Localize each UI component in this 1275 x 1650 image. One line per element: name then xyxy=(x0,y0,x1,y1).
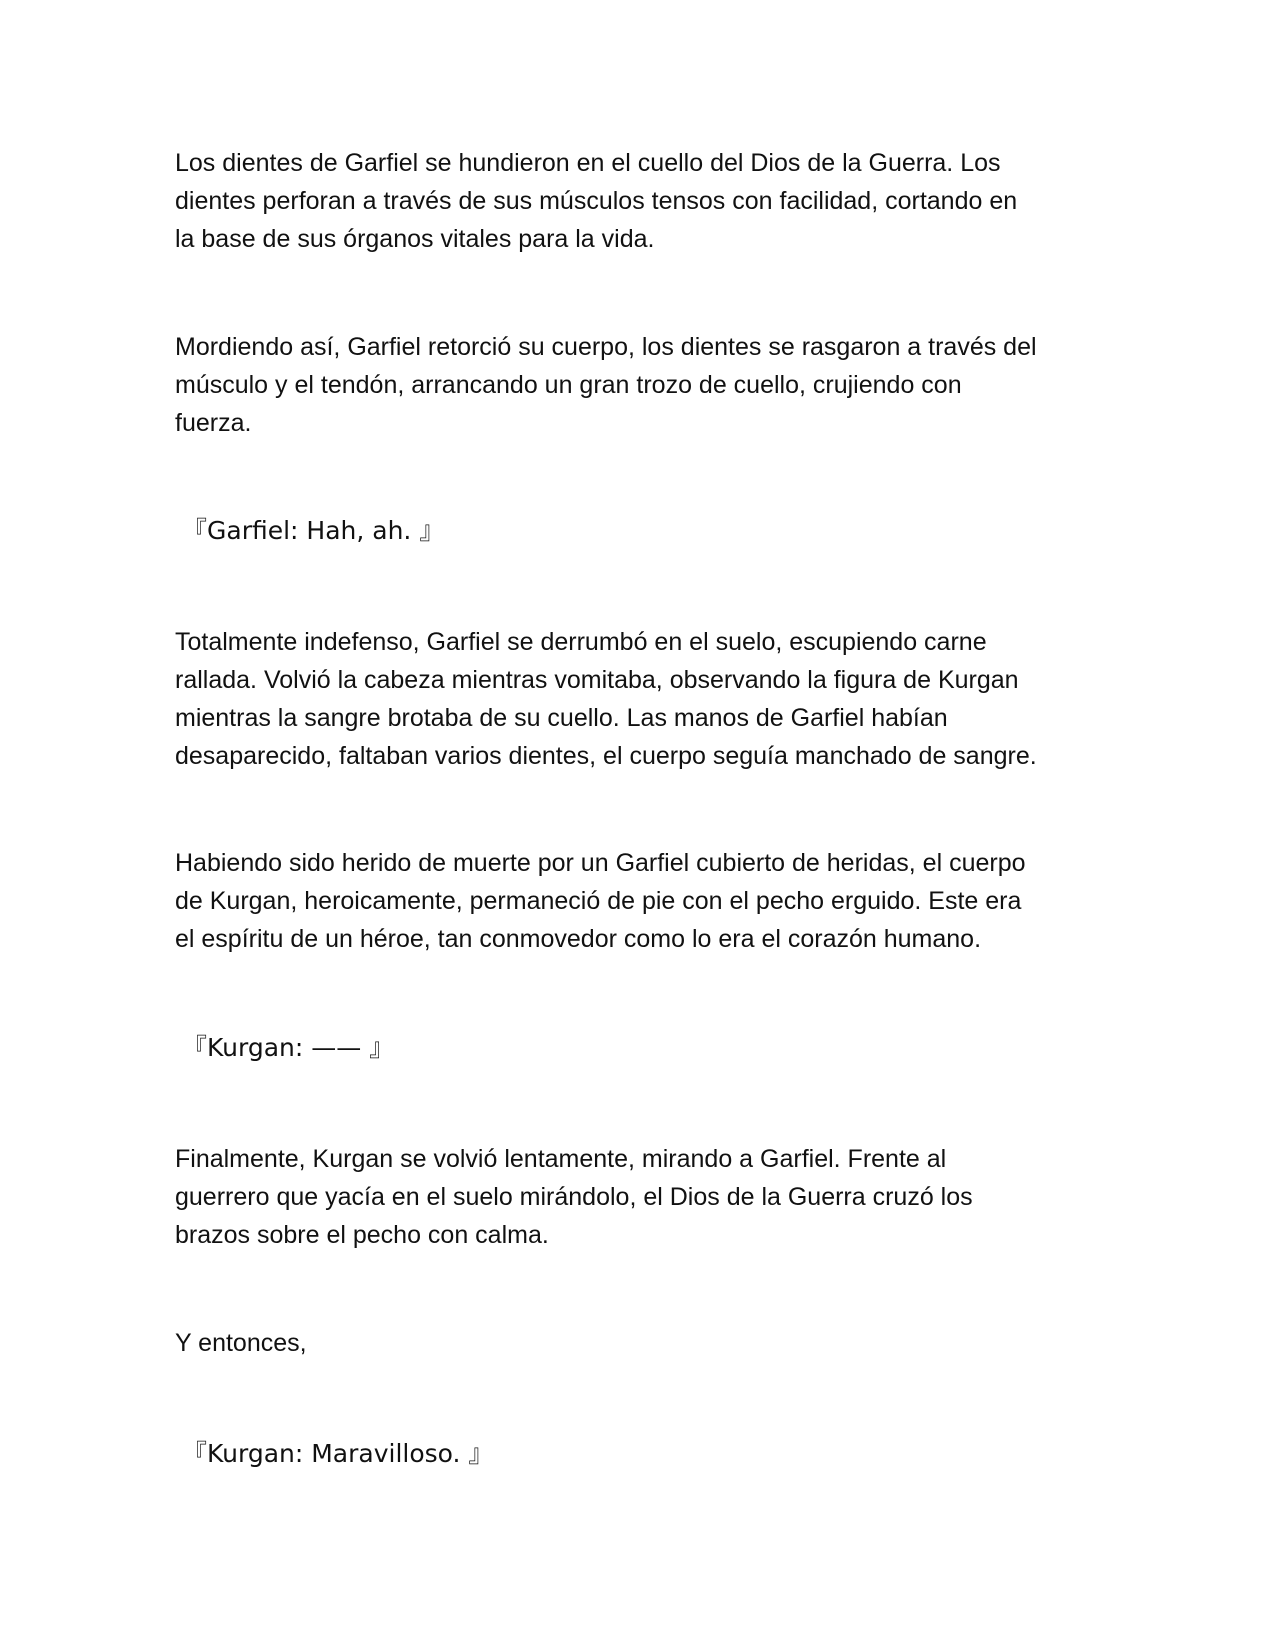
paragraph-line: Totalmente indefenso, Garfiel se derrumbó en el suelo, escupiendo carne xyxy=(175,628,987,656)
paragraph-line: Habiendo sido herido de muerte por un Garfiel cubierto de heridas, el cuerpo xyxy=(175,849,1026,877)
paragraph-line: desaparecido, faltaban varios dientes, el cuerpo seguía manchado de sangre. xyxy=(175,742,1037,770)
paragraph-line: la base de sus órganos vitales para la vida. xyxy=(175,225,655,253)
paragraph-line: mientras la sangre brotaba de su cuello. Las manos de Garfiel habían xyxy=(175,704,948,732)
paragraph-line: rallada. Volvió la cabeza mientras vomitaba, observando la figura de Kurgan xyxy=(175,666,1019,694)
paragraph xyxy=(175,328,1105,442)
paragraph-line: fuerza. xyxy=(175,409,252,437)
paragraph xyxy=(175,1324,1105,1362)
paragraph-line: Los dientes de Garfiel se hundieron en el cuello del Dios de la Guerra. Los xyxy=(175,149,1001,177)
paragraph-line: Mordiendo así, Garfiel retorció su cuerpo, los dientes se rasgaron a través del xyxy=(175,333,1037,361)
paragraph-line: Y entonces, xyxy=(175,1329,307,1357)
paragraph xyxy=(175,1140,1105,1254)
paragraph-line: el espíritu de un héroe, tan conmovedor como lo era el corazón humano. xyxy=(175,925,982,953)
paragraph xyxy=(175,144,1105,258)
dialogue-line: 『Garfiel: Hah, ah. 』 xyxy=(182,516,445,545)
paragraph-line: Finalmente, Kurgan se volvió lentamente, mirando a Garfiel. Frente al xyxy=(175,1145,947,1173)
paragraph xyxy=(175,623,1105,775)
paragraph-line: dientes perforan a través de sus músculos tensos con facilidad, cortando en xyxy=(175,187,1018,215)
paragraph-line: músculo y el tendón, arrancando un gran trozo de cuello, crujiendo con xyxy=(175,371,962,399)
paragraph xyxy=(175,844,1105,958)
dialogue-line: 『Kurgan: —— 』 xyxy=(182,1033,395,1062)
paragraph-line: de Kurgan, heroicamente, permaneció de pie con el pecho erguido. Este era xyxy=(175,887,1022,915)
paragraph-line: guerrero que yacía en el suelo mirándolo, el Dios de la Guerra cruzó los xyxy=(175,1183,973,1211)
dialogue-line: 『Kurgan: Maravilloso. 』 xyxy=(182,1439,494,1468)
paragraph-line: brazos sobre el pecho con calma. xyxy=(175,1221,549,1249)
